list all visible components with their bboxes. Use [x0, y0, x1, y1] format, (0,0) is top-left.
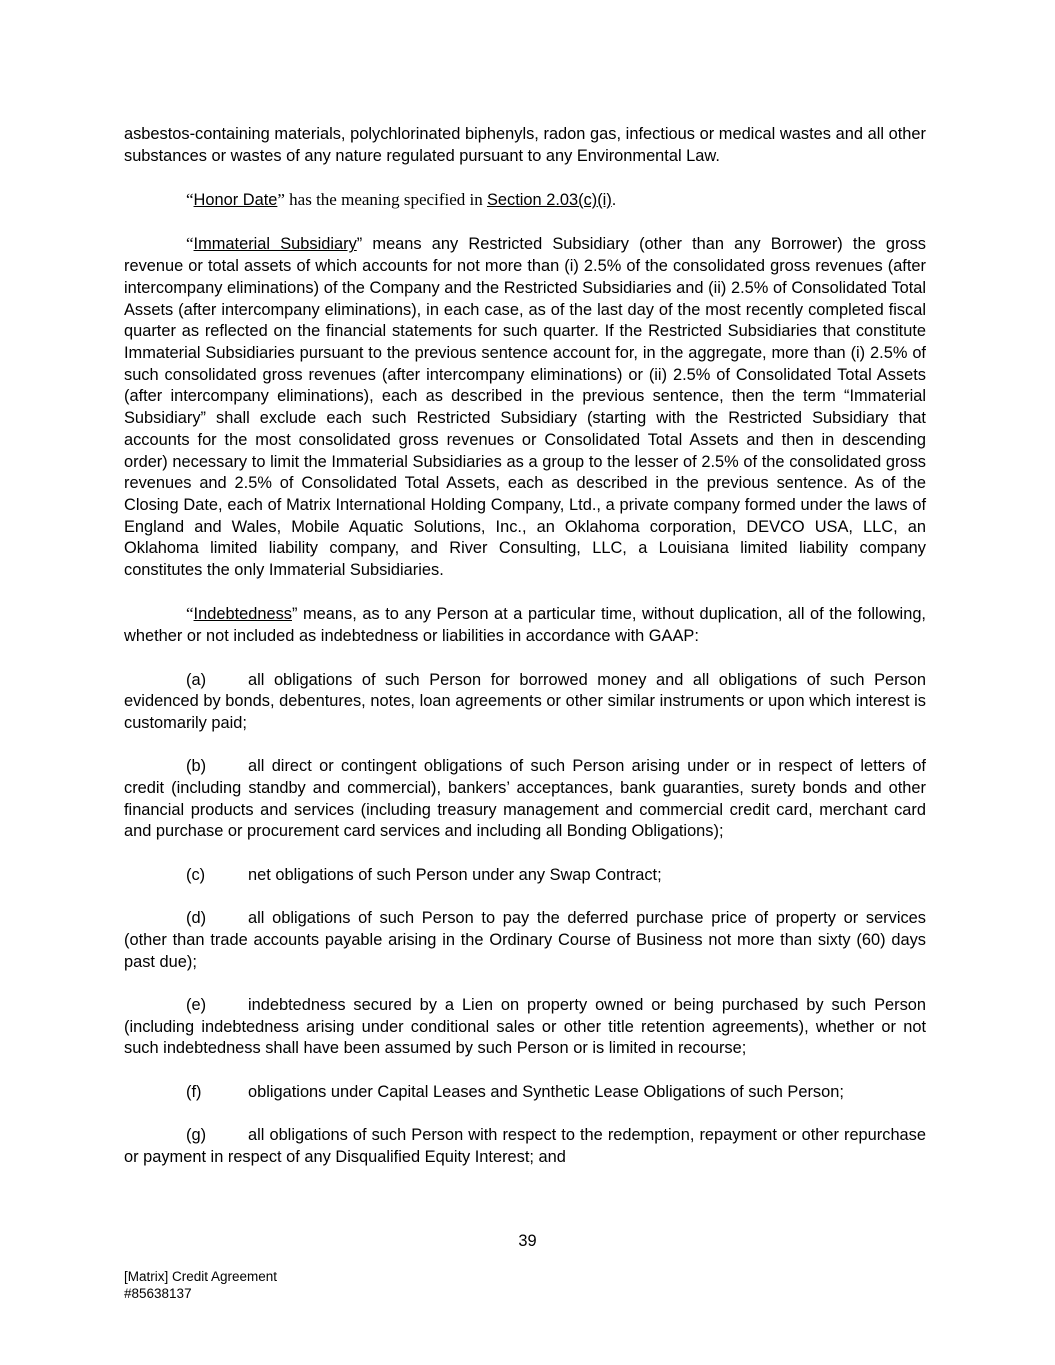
continuation-paragraph: asbestos-containing materials, polychlorinated biphenyls, radon gas, infectious or medical wastes and all other substances or wastes of any nature regulated pursuant to any Environmental Law. [124, 125, 926, 165]
list-item [124, 670, 926, 735]
item-text: all obligations of such Person with respect to the redemption, repayment or other repurchase or payment in respect of any Disqualified Equity Interest; and [124, 1126, 926, 1166]
defined-term-indebtedness: Indebtedness [193, 605, 292, 624]
document-body [124, 124, 926, 1169]
item-text: all obligations of such Person to pay the deferred purchase price of property or services (other than trade accounts payable arising in the Ordinary Course of Business not more than sixty (60) days past due); [124, 909, 926, 971]
open-quote: “ [186, 190, 194, 210]
list-item [124, 995, 926, 1060]
item-label: (f) [186, 1082, 202, 1101]
list-item [124, 756, 926, 843]
open-quote: “ [186, 234, 194, 254]
definition-indebtedness [124, 603, 926, 647]
list-item [124, 908, 926, 973]
item-label: (e) [186, 996, 207, 1014]
definition-honor-date [124, 189, 926, 212]
period: . [611, 191, 617, 210]
list-item [124, 1082, 926, 1104]
item-label: (d) [186, 909, 207, 928]
item-label: (c) [186, 865, 206, 884]
footer-document-title: [Matrix] Credit Agreement [124, 1269, 278, 1284]
defined-term-honor-date: Honor Date [193, 191, 278, 210]
footer [124, 1268, 277, 1302]
definition-text: ” means, as to any Person at a particular time, without duplication, all of the following, whether or not included as indebtedness or liabilities in accordance with GAAP: [124, 605, 926, 646]
item-text: net obligations of such Person under any Swap Contract; [248, 865, 662, 884]
section-reference-link: Section 2.03(c)(i) [486, 191, 612, 210]
item-label: (b) [186, 757, 207, 776]
item-text: all direct or contingent obligations of such Person arising under or in respect of letters of credit (including standby and commercial), bankers’ acceptances, bank guaranties, surety bonds and other financial products and services (including treasury management and commercial credit card, merchant card and purchase or procurement card services and including all Bonding Obligations); [124, 757, 926, 841]
item-label: (g) [186, 1126, 207, 1145]
defined-term-immaterial-subsidiary: Immaterial Subsidiary [193, 235, 357, 254]
list-item [124, 1125, 926, 1168]
definition-text: ” has the meaning specified in [277, 190, 487, 210]
footer-document-id: #85638137 [124, 1286, 192, 1301]
item-text: all obligations of such Person for borrowed money and all obligations of such Person evidenced by bonds, debentures, notes, loan agreements or other similar instruments or upon which interest is customarily paid; [124, 670, 926, 732]
list-item [124, 865, 926, 887]
item-label: (a) [186, 670, 207, 689]
item-text: indebtedness secured by a Lien on property owned or being purchased by such Person (including indebtedness arising under conditional sales or other title retention agreements), whether or not such indebtedness shall have been assumed by such Person or is limited in recourse; [124, 996, 926, 1058]
item-text: obligations under Capital Leases and Synthetic Lease Obligations of such Person; [248, 1082, 844, 1101]
open-quote: “ [186, 604, 194, 624]
definition-immaterial-subsidiary [124, 233, 926, 581]
definition-text: ” means any Restricted Subsidiary (other than any Borrower) the gross revenue or total assets of which accounts for not more than (i) 2.5% of the consolidated gross revenues (after intercompany eliminations) of the Company and the Restricted Subsidiaries and (ii) 2.5% of Consolidated Total Assets (after intercompany eliminations), in each case, as of the last day of the most recently completed fiscal quarter as reflected on the financial statements for such quarter. If the Restricted Subsidiaries that constitute Immaterial Subsidiaries pursuant to the previous sentence account for, in the aggregate, more than (i) 2.5% of such consolidated gross revenues (after intercompany eliminations) or (ii) 2.5% of Consolidated Total Assets (after intercompany eliminations), each as described in the previous sentence, then the term “Immaterial Subsidiary” shall exclude each such Restricted Subsidiary (starting with the Restricted Subsidiary that accounts for the most consolidated gross revenues or Consolidated Total Assets and then in descending order) necessary to limit the Immaterial Subsidiaries as a group to the lesser of 2.5% of the consolidated gross revenues and 2.5% of Consolidated Total Assets, each as described in the previous sentence. As of the Closing Date, each of Matrix International Holding Company, Ltd., a private company formed under the laws of England and Wales, Mobile Aquatic Solutions, Inc., an Oklahoma corporation, DEVCO USA, LLC, an Oklahoma limited liability company, and River Consulting, LLC, a Louisiana limited liability company constitutes the only Immaterial Subsidiaries. [124, 235, 926, 580]
page-number: 39 [518, 1232, 537, 1250]
